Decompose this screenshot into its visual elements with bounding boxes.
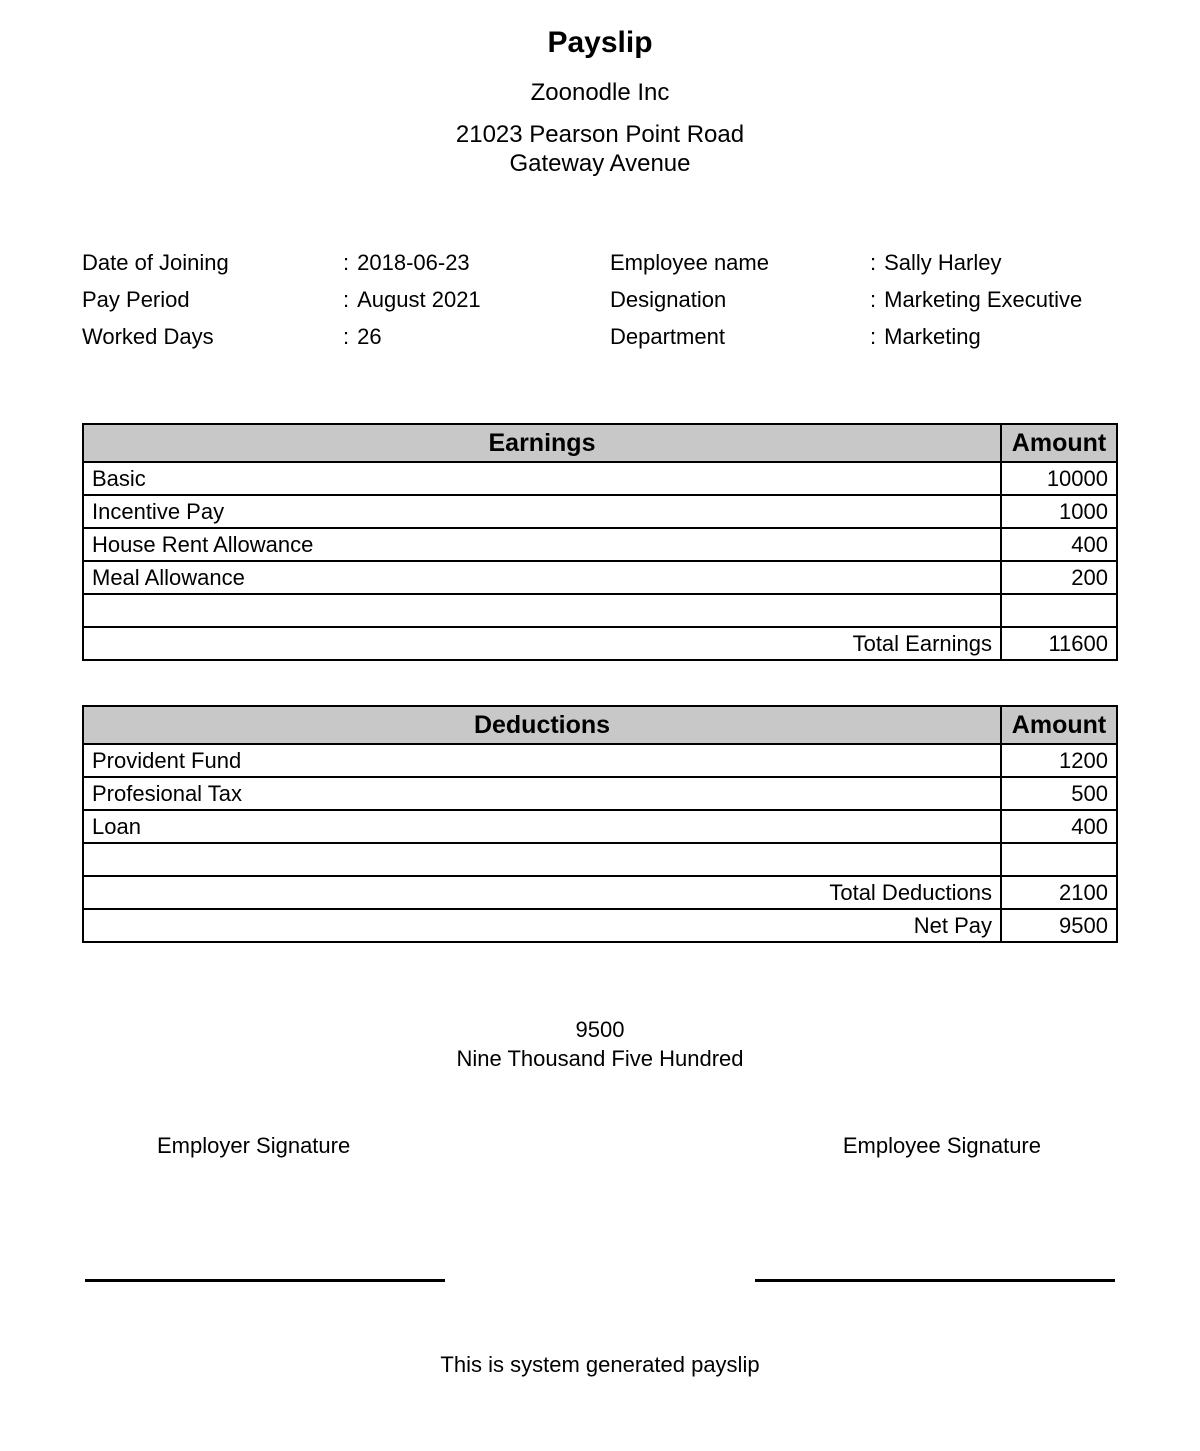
earnings-row-label: Incentive Pay [83, 495, 1001, 528]
earnings-row-amount: 1000 [1001, 495, 1117, 528]
earnings-row [83, 561, 1117, 594]
deductions-row-label: Provident Fund [83, 744, 1001, 777]
earnings-row-label: Meal Allowance [83, 561, 1001, 594]
deductions-row-amount: 400 [1001, 810, 1117, 843]
colon: : [343, 250, 350, 275]
department-value: Marketing [884, 324, 981, 349]
info-label-date-of-joining: Date of Joining [82, 250, 229, 275]
deductions-row-amount [1001, 843, 1117, 876]
earnings-header-row [83, 424, 1117, 462]
info-value-employee-name [870, 244, 1118, 281]
deductions-row-label: Profesional Tax [83, 777, 1001, 810]
net-pay-row [83, 909, 1117, 942]
deductions-row [83, 744, 1117, 777]
address-line-1: 21023 Pearson Point Road [455, 121, 745, 148]
employee-signature-label: Employee Signature [842, 1133, 1041, 1158]
address-line-2: Gateway Avenue [509, 150, 691, 177]
net-pay-words: Nine Thousand Five Hundred [456, 1046, 744, 1071]
info-label-pay-period: Pay Period [82, 287, 190, 312]
earnings-row-amount: 400 [1001, 528, 1117, 561]
deductions-row-amount: 1200 [1001, 744, 1117, 777]
info-value-department [870, 318, 1118, 355]
signature-labels [157, 1133, 1041, 1159]
deductions-row-label: Loan [83, 810, 1001, 843]
earnings-row [83, 495, 1117, 528]
earnings-total-row [83, 627, 1117, 660]
earnings-row-amount: 200 [1001, 561, 1117, 594]
deductions-empty-row [83, 843, 1117, 876]
colon: : [870, 287, 877, 312]
footer-note: This is system generated payslip [440, 1352, 760, 1377]
earnings-empty-row [83, 594, 1117, 627]
deductions-header-cell: Deductions [83, 706, 1001, 744]
signature-lines [85, 1279, 1115, 1282]
colon: : [343, 287, 350, 312]
earnings-row-amount: 10000 [1001, 462, 1117, 495]
earnings-row-amount [1001, 594, 1117, 627]
earnings-row-label: House Rent Allowance [83, 528, 1001, 561]
info-value-designation [870, 281, 1118, 318]
earnings-amount-header-cell: Amount [1001, 424, 1117, 462]
earnings-row-label [83, 594, 1001, 627]
deductions-row [83, 777, 1117, 810]
employee-name-value: Sally Harley [884, 250, 1002, 275]
employer-signature-line [85, 1279, 445, 1282]
net-pay-summary [0, 1015, 1200, 1073]
deductions-row-label [83, 843, 1001, 876]
earnings-row [83, 528, 1117, 561]
deductions-row-amount: 500 [1001, 777, 1117, 810]
designation-value: Marketing Executive [884, 287, 1083, 312]
company-address [0, 120, 1200, 178]
page-title: Payslip [547, 26, 653, 59]
deductions-amount-header-cell: Amount [1001, 706, 1117, 744]
total-deductions-label: Total Deductions [83, 876, 1001, 909]
total-deductions-amount: 2100 [1001, 876, 1117, 909]
colon: : [870, 324, 877, 349]
info-value-pay-period [343, 281, 610, 318]
net-pay-amount: 9500 [1001, 909, 1117, 942]
earnings-header-cell: Earnings [83, 424, 1001, 462]
date-of-joining-value: 2018-06-23 [357, 250, 470, 275]
pay-period-value: August 2021 [357, 287, 481, 312]
earnings-row [83, 462, 1117, 495]
info-label-worked-days: Worked Days [82, 324, 214, 349]
colon: : [870, 250, 877, 275]
info-label-department: Department [610, 324, 725, 349]
net-pay-label: Net Pay [83, 909, 1001, 942]
earnings-row-label: Basic [83, 462, 1001, 495]
total-earnings-label: Total Earnings [83, 627, 1001, 660]
deductions-table [82, 705, 1118, 943]
company-name: Zoonodle Inc [530, 79, 670, 106]
total-earnings-amount: 11600 [1001, 627, 1117, 660]
worked-days-value: 26 [357, 324, 382, 349]
net-pay-numeric: 9500 [575, 1017, 625, 1042]
employee-signature-line [755, 1279, 1115, 1282]
info-label-designation: Designation [610, 287, 727, 312]
deductions-row [83, 810, 1117, 843]
deductions-header-row [83, 706, 1117, 744]
info-label-employee-name: Employee name [610, 250, 769, 275]
earnings-table [82, 423, 1118, 661]
info-value-date-of-joining [343, 244, 610, 281]
deductions-total-row [83, 876, 1117, 909]
info-value-worked-days [343, 318, 610, 355]
employee-info-grid [82, 244, 1118, 355]
employer-signature-label: Employer Signature [157, 1133, 351, 1158]
colon: : [343, 324, 350, 349]
